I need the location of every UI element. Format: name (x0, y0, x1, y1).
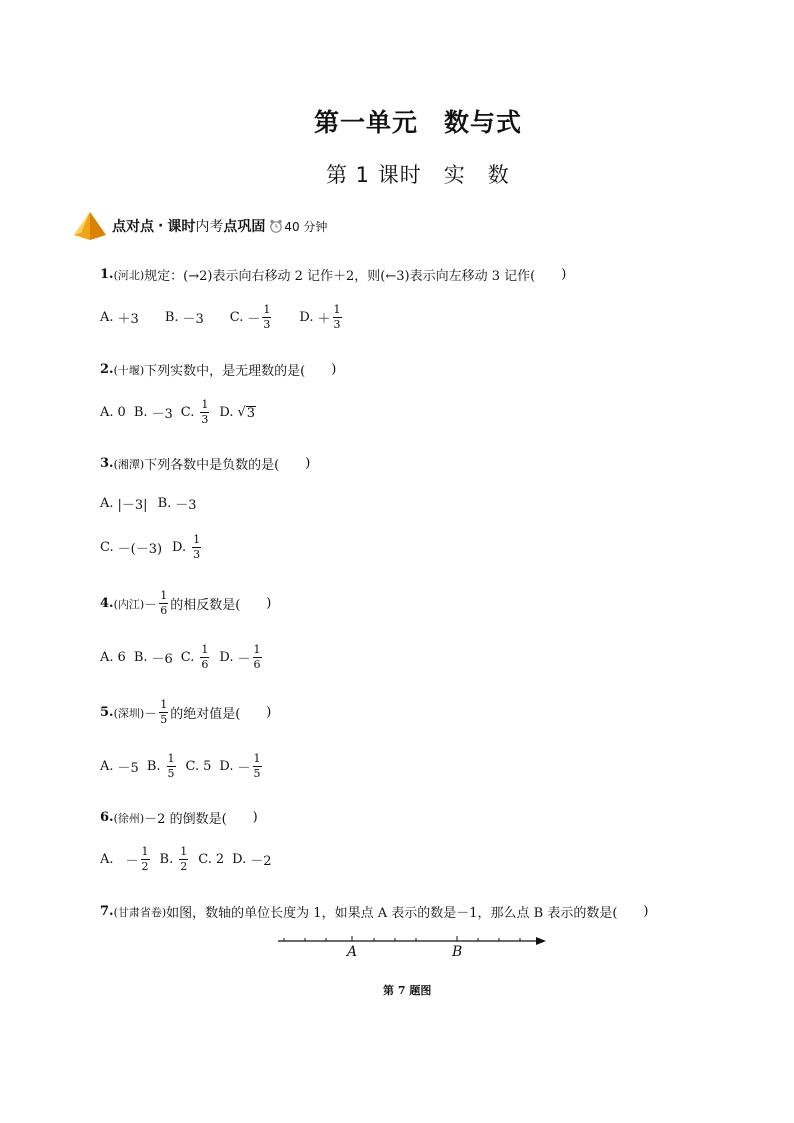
question-6-options (100, 846, 286, 873)
question-close: ) (331, 362, 337, 377)
question-source: (徐州) (113, 811, 145, 825)
option-b: B. $\frac{1}{2}$ (159, 845, 188, 873)
question-fraction: $\frac{1}{5}$ (160, 698, 168, 726)
section-pre: 点对点 (112, 219, 154, 235)
figure-caption: 第 7 题图 (383, 984, 432, 997)
question-5 (100, 699, 271, 726)
section-header (72, 211, 327, 241)
option-c: C. 5 (185, 759, 212, 774)
question-text: 的相反数是( (170, 598, 241, 613)
question-close: ) (643, 904, 649, 919)
option-b: B. －6 (133, 650, 173, 667)
question-sign: － (144, 707, 158, 722)
question-close: ) (252, 810, 258, 825)
point-b-label: B (452, 944, 463, 960)
option-d: D. － $\frac{1}{6}$ (219, 643, 261, 671)
question-number: 5. (100, 705, 114, 720)
question-number: 1. (100, 267, 114, 282)
sqrt-symbol: √ 3 (237, 405, 256, 421)
question-4 (100, 590, 271, 617)
option-d: D. √ 3 (219, 405, 256, 421)
question-text: 规定：(→2)表示向右移动 2 记作＋2，则(←3)表示向左移动 3 记作( (144, 269, 536, 284)
option-b: B. －3 (157, 496, 197, 513)
question-4-options (100, 644, 278, 671)
question-source: (甘肃省卷) (113, 905, 167, 919)
option-c: C. － $\frac{1}{3}$ (229, 303, 271, 331)
number-line-arrow (536, 937, 546, 945)
option-c: C. 2 (198, 852, 225, 867)
question-fraction: $\frac{1}{6}$ (160, 589, 168, 617)
option-d: D. $\frac{1}{3}$ (172, 533, 201, 561)
question-close: ) (266, 705, 272, 720)
question-number: 3. (100, 456, 114, 471)
question-source: (湘潭) (113, 457, 145, 471)
question-3-options-row1 (100, 494, 211, 513)
option-c: C. －(－3) (100, 540, 163, 557)
question-1 (100, 265, 566, 284)
option-a: A. 6 (100, 650, 126, 665)
option-a: A. －5 (100, 759, 139, 776)
option-a: A. － $\frac{1}{2}$ (100, 845, 149, 873)
option-a: A. ＋3 (100, 310, 139, 327)
question-3-options-row2 (100, 534, 217, 561)
question-number: 2. (100, 362, 114, 377)
question-number: 7. (100, 904, 114, 919)
option-a: A. 0 (100, 405, 126, 420)
question-text: 下列实数中，是无理数的是( (144, 364, 306, 379)
option-c: C. $\frac{1}{6}$ (180, 643, 209, 671)
section-nei: 内 (195, 219, 210, 235)
question-source: (十堰) (113, 363, 145, 377)
question-2 (100, 360, 336, 379)
question-source: (内江) (113, 597, 145, 611)
question-close: ) (561, 267, 567, 282)
option-b: B. －3 (133, 405, 173, 422)
option-d: D. ＋ $\frac{1}{3}$ (299, 303, 341, 331)
question-6 (100, 808, 258, 827)
question-text: －2 的倒数是( (144, 812, 227, 827)
question-source: (河北) (113, 268, 145, 282)
question-7 (100, 902, 648, 921)
question-number: 4. (100, 596, 114, 611)
page-title: 第一单元 数与式 (314, 108, 523, 137)
question-number: 6. (100, 810, 114, 825)
question-2-options (100, 399, 270, 426)
question-text: 如图，数轴的单位长度为 1，如果点 A 表示的数是－1，那么点 B 表示的数是( (166, 906, 618, 921)
point-a-label: A (347, 944, 358, 960)
option-c: C. $\frac{1}{3}$ (180, 398, 209, 426)
section-dot: · (158, 218, 164, 234)
option-b: B. $\frac{1}{5}$ (146, 752, 175, 780)
question-text: 下列各数中是负数的是( (144, 458, 280, 473)
option-d: D. －2 (232, 852, 272, 869)
question-3 (100, 454, 310, 473)
question-source: (深圳) (113, 706, 145, 720)
section-kao: 考 (209, 219, 224, 235)
question-text: 的绝对值是( (170, 707, 241, 722)
clock-icon (269, 219, 283, 233)
section-mid: 课时 (167, 219, 196, 235)
option-b: B. －3 (164, 310, 204, 327)
section-post: 点巩固 (223, 219, 266, 235)
question-5-options (100, 753, 278, 780)
time-limit: 40 分钟 (284, 219, 328, 234)
number-line-figure (270, 932, 560, 966)
pyramid-icon (72, 211, 108, 241)
option-d: D. － $\frac{1}{5}$ (219, 752, 261, 780)
lesson-subtitle: 第 1 课时 实 数 (326, 163, 510, 187)
question-1-options (100, 304, 358, 331)
question-sign: － (144, 598, 158, 613)
option-a: A. |－3| (100, 496, 148, 513)
question-close: ) (305, 456, 311, 471)
number-line-ticks (284, 936, 520, 941)
question-close: ) (266, 596, 272, 611)
